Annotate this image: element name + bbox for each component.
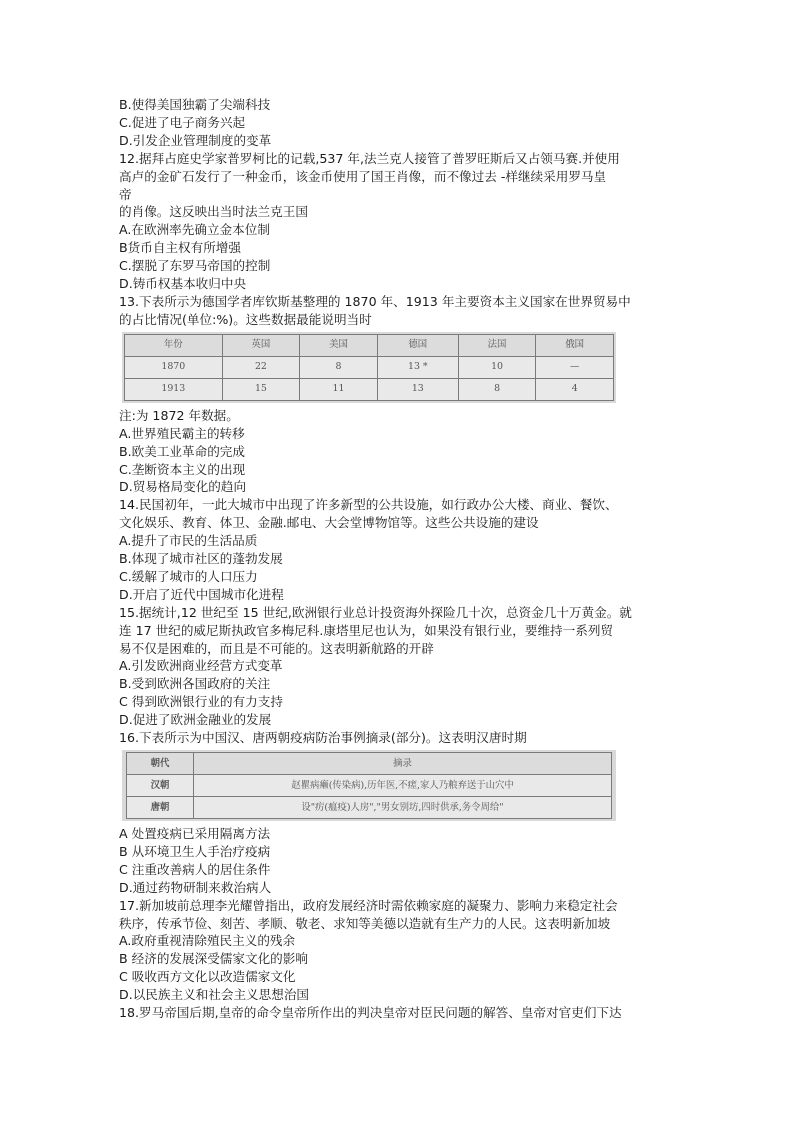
table-cell: 1913 — [125, 378, 223, 400]
table-header-row — [125, 334, 614, 356]
text-line: 15.据统计,12 世纪至 15 世纪,欧洲银行业总计投资海外探险几十次，总资金几十万黄金。就 — [119, 604, 632, 620]
table-cell: 赵瞿病癞(传染病),历年医,不瘥,家人乃粮弃送于山穴中 — [194, 775, 612, 797]
table-cell: — — [536, 356, 614, 378]
text-line: C.促进了电子商务兴起 — [119, 114, 246, 130]
epidemic-table — [126, 752, 612, 819]
text-line: A.世界殖民霸主的转移 — [119, 425, 245, 441]
table-header-cell: 朝代 — [127, 753, 194, 775]
text-line: D.通过药物研制来救治病人 — [119, 879, 272, 895]
text-line: A.引发欧洲商业经营方式变革 — [119, 658, 283, 674]
text-line: B货币自主权有所增强 — [119, 240, 241, 256]
table-header-cell: 摘录 — [194, 753, 612, 775]
text-line: D.以民族主义和社会主义思想治国 — [119, 987, 310, 1003]
text-line: C.垄断资本主义的出现 — [119, 461, 246, 477]
text-line: A.在欧洲率先确立金本位制 — [119, 222, 270, 238]
table-cell: 11 — [300, 378, 378, 400]
text-line: C 吸收西方文化以改造儒家文化 — [119, 969, 296, 985]
table-cell: 22 — [222, 356, 300, 378]
text-line: 18.罗马帝国后期,皇帝的命令皇帝所作出的判决皇帝对臣民问题的解答、皇帝对官吏们下达 — [119, 1005, 622, 1021]
text-line: C 注重改善病人的居住条件 — [119, 861, 271, 877]
block-after — [119, 825, 681, 1022]
trade-share-table-image — [122, 332, 616, 403]
text-line: 的肖像。这反映出当时法兰克王国 — [119, 204, 308, 220]
table-row — [125, 378, 614, 400]
text-line: 秩序，传承节俭、刻苦、孝顺、敬老、求知等美德以造就有生产力的人民。这表明新加坡 — [119, 915, 611, 931]
text-line: 帝 — [119, 186, 132, 202]
table-header-cell: 美国 — [300, 334, 378, 356]
text-line: B.欧美工业革命的完成 — [119, 443, 245, 459]
text-line: 的占比情况(单位:%)。这些数据最能说明当时 — [119, 311, 372, 327]
text-line: A.政府重视清除殖民主义的残余 — [119, 933, 296, 949]
text-line: A 处置疫病已采用隔离方法 — [119, 826, 271, 841]
table-header-row — [127, 753, 612, 775]
text-line: B.体现了城市社区的蓬勃发展 — [119, 551, 283, 567]
text-line: B 从环境卫生人手治疗疫病 — [119, 843, 271, 859]
text-line: C.缓解了城市的人口压力 — [119, 568, 258, 584]
epidemic-table-image — [122, 750, 616, 821]
exam-page — [119, 96, 681, 1022]
text-line: 连 17 世纪的威尼斯执政官多梅尼科.康塔里尼也认为，如果没有银行业，要维持一系列贸 — [119, 622, 614, 638]
table-header-cell: 俄国 — [536, 334, 614, 356]
text-line: 16.下表所示为中国汉、唐两朝疫病防治事例摘录(部分)。这表明汉唐时期 — [119, 730, 527, 746]
text-line: D.开启了近代中国城市化进程 — [119, 586, 284, 602]
text-line: A.提升了市民的生活品质 — [119, 533, 258, 549]
text-line: C 得到欧洲银行业的有力支持 — [119, 694, 283, 710]
text-line: B 经济的发展深受儒家文化的影响 — [119, 951, 308, 967]
table-header-cell: 法国 — [458, 334, 536, 356]
text-line: 17.新加坡前总理李光耀曾指出，政府发展经济时需依赖家庭的凝聚力、影响力来稳定社会 — [119, 897, 618, 913]
table-row — [127, 775, 612, 797]
table-cell: 13 — [377, 378, 458, 400]
block-middle — [119, 407, 681, 747]
text-line: 12.据拜占庭史学家普罗柯比的记载,537 年,法兰克人接管了普罗旺斯后又占领马赛.并使用 — [119, 150, 620, 166]
table-cell: 唐朝 — [127, 797, 194, 819]
block-before — [119, 96, 681, 329]
text-line: C.摆脱了东罗马帝国的控制 — [119, 258, 271, 274]
text-line: 14.民国初年，一此大城市中出现了许多新型的公共设施，如行政办公大楼、商业、餐饮、 — [119, 497, 618, 513]
text-line: 文化娱乐、教育、体卫、金融.邮电、大会堂博物馆等。这些公共设施的建设 — [119, 515, 539, 531]
text-line: B.使得美国独霸了尖端科技 — [119, 97, 271, 112]
text-line: D.促进了欧洲金融业的发展 — [119, 712, 272, 728]
table-header-cell: 年份 — [125, 334, 223, 356]
text-line: 易不仅是困难的，而且是不可能的。这表明新航路的开辟 — [119, 640, 434, 656]
text-line: D.铸币权基本收归中央 — [119, 276, 247, 292]
table-row — [127, 797, 612, 819]
table-cell: 4 — [536, 378, 614, 400]
text-line: D.引发企业管理制度的变革 — [119, 132, 272, 148]
text-line: 13.下表所示为德国学者库钦斯基整理的 1870 年、1913 年主要资本主义国家在世界贸易中 — [119, 293, 631, 309]
table-cell: 汉朝 — [127, 775, 194, 797]
table-cell: 10 — [458, 356, 536, 378]
table-cell: 13 * — [377, 356, 458, 378]
table-row — [125, 356, 614, 378]
table-header-cell: 英国 — [222, 334, 300, 356]
table-cell: 15 — [222, 378, 300, 400]
trade-share-table — [124, 334, 614, 401]
text-line: B.受到欧洲各国政府的关注 — [119, 676, 271, 692]
text-line: D.贸易格局变化的趋向 — [119, 479, 247, 495]
table-header-cell: 德国 — [377, 334, 458, 356]
table-cell: 设"疠(瘟疫)人房","男女别坊,四时供承,务令周给" — [194, 797, 612, 819]
table-cell: 8 — [458, 378, 536, 400]
text-line: 注:为 1872 年数据。 — [119, 407, 239, 423]
table-cell: 8 — [300, 356, 378, 378]
text-line: 高卢的金矿石发行了一种金币，该金币使用了国王肖像，而不像过去 -样继续采用罗马皇 — [119, 168, 607, 184]
table-cell: 1870 — [125, 356, 223, 378]
